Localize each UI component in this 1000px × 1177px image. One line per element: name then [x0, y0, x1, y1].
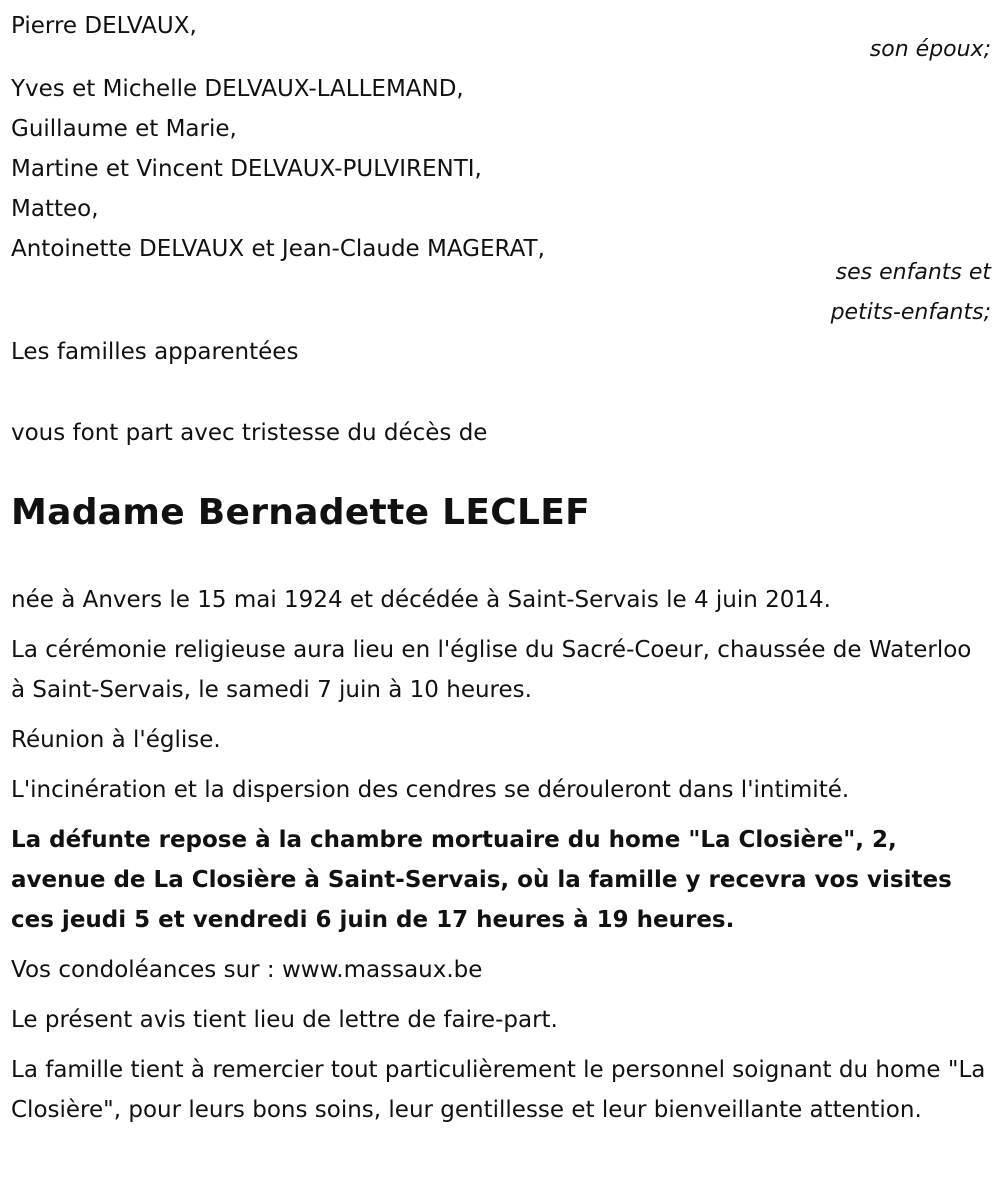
spouse-role: son époux;: [869, 37, 991, 62]
children-role-1: ses enfants et: [835, 260, 991, 285]
condolences-paragraph: Vos condoléances sur : www.massaux.be: [11, 957, 483, 983]
birth-death-paragraph: née à Anvers le 15 mai 1924 et décédée à Saint-Servais le 4 juin 2014.: [11, 587, 831, 613]
child-line-5: Antoinette DELVAUX et Jean-Claude MAGERAT,: [11, 236, 545, 262]
child-line-2: Guillaume et Marie,: [11, 116, 237, 142]
related-families: Les familles apparentées: [11, 339, 299, 365]
children-role-2: petits-enfants;: [830, 300, 991, 325]
announcement-text: vous font part avec tristesse du décès de: [11, 420, 488, 446]
meeting-paragraph: Réunion à l'église.: [11, 727, 221, 753]
deceased-name: Madame Bernadette LECLEF: [11, 492, 590, 533]
ceremony-paragraph: La cérémonie religieuse aura lieu en l'église du Sacré-Coeur, chaussée de Waterloo à Saint-Servais, le samedi 7 juin à 10 heures.: [11, 637, 972, 703]
details-section: [11, 580, 991, 1140]
visits-paragraph: La défunte repose à la chambre mortuaire du home "La Closière", 2, avenue de La Closière à Saint-Servais, où la famille y recevra vos visites ces jeudi 5 et vendredi 6 juin de 17 heures à 19 heures.: [11, 827, 952, 933]
notice-paragraph: Le présent avis tient lieu de lettre de faire-part.: [11, 1007, 558, 1033]
child-line-3: Martine et Vincent DELVAUX-PULVIRENTI,: [11, 156, 482, 182]
cremation-paragraph: L'incinération et la dispersion des cendres se dérouleront dans l'intimité.: [11, 777, 850, 803]
child-line-1: Yves et Michelle DELVAUX-LALLEMAND,: [11, 76, 464, 102]
thanks-paragraph: La famille tient à remercier tout particulièrement le personnel soignant du home "La Closière", pour leurs bons soins, leur gentillesse et leur bienveillante attention.: [11, 1057, 986, 1123]
child-line-4: Matteo,: [11, 196, 99, 222]
spouse-name: Pierre DELVAUX,: [11, 13, 197, 39]
